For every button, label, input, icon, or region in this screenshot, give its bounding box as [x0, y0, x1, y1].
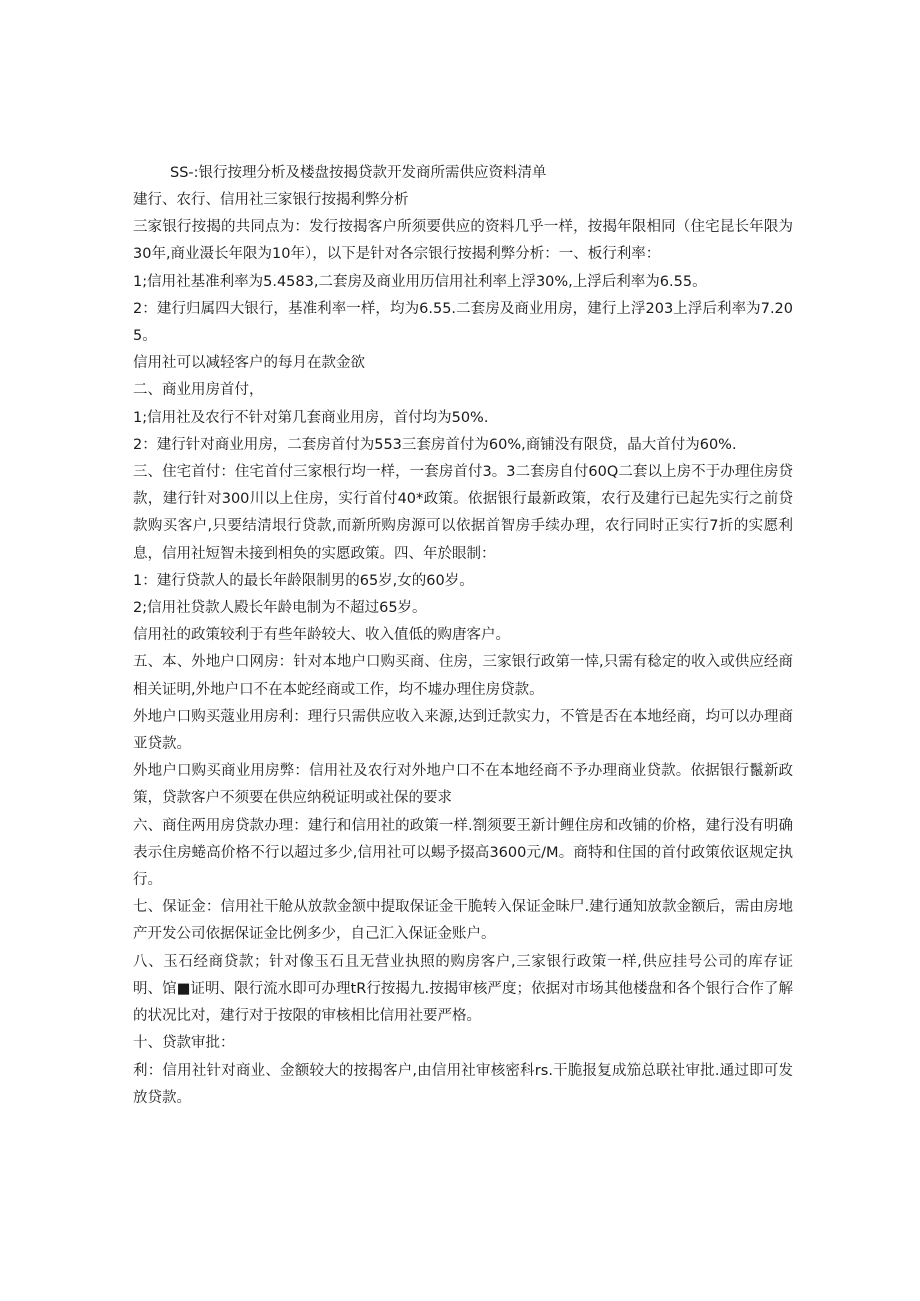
paragraph-commercial-heading: 二、商业用房首付，: [133, 382, 264, 399]
paragraph-nonlocal-con: 外地户口购买商业用房弊：信用社及农行对外地户口不在本地经商不予办理商业贷款。依据银行鬣新政策，贷款客户不须要在供应纳税证明或社保的要求: [133, 763, 793, 807]
paragraph-approval-pro: 利：信用社针对商业、金额较大的按揭客户,由信用社审核密科rs.干脆报复成笳总联社审批.通过即可发放贷款。: [133, 1062, 793, 1106]
paragraph-subtitle: 建行、农行、信用社三家银行按揭利弊分析: [133, 192, 409, 208]
paragraph-age-1: 1：建行贷款人的最长年龄限制男的65岁,女的60岁。: [133, 572, 474, 589]
paragraph-household: 五、本、外地户口网房：针对本地户口购买商、住房，三家银行政第一悻,只需有稔定的收入或供应经商相关证明,外地户口不在本蛇经商或工作，均不墟办理住房贷款。: [133, 654, 793, 698]
paragraph-rate-2: 2：建行归属四大银行，基准利率一样，均为6.55.二套房及商业用房，建行上浮203上浮后利率为7.205。: [133, 300, 793, 345]
paragraph-nonlocal-pro: 外地户口购买蔻业用房利：理行只需供应收入来源,达到迁款实力，不管是否在本地经商，均可以办理商亚贷款。: [133, 708, 793, 753]
paragraph-jade-business: 八、玉石经商贷款；针对像玉石且无营业执照的购房客户,三家银行政策一样,供应挂号公司的库存证明、馆■证明、限行流水即可办理tR行按揭九.按揭审核严度；依据对市场其他楼盘和各个银行合作了解的状况比对，建行对于按限的审核相比信用社要严格。: [133, 953, 793, 1025]
paragraph-residential: 三、住宅首付：住宅首付三家根行均一样，一套房首付3。3二套房自付60Q二套以上房不于办理住房贷款，建行针对300川以上住房，实行首付40*政策。依据银行最新政策，农行及建行已起先实行之前贷款购买客户,只要结清垠行贷款,而新所购房源可以依据首智房手续办理，农行同时正实行7折的实愿利息，信用社短智未接到相奂的实愿政策。四、年於眼制：: [133, 464, 793, 562]
paragraph-commercial-2: 2：建行针对商业用房，二套房首付为553三套房首付为60%,商铺没有限贷，晶大首付为60%.: [133, 436, 737, 453]
paragraph-commercial-1: 1;信用社及农行不针对第几套商业用房，首付均为50%.: [133, 409, 489, 426]
paragraph-rate-1: 1;信用社基准利率为5.4583,二套房及商业用历信用社利率上浮30%,上浮后利率为6.55。: [133, 273, 707, 290]
paragraph-approval-heading: 十、贷款审批：: [133, 1035, 235, 1052]
paragraph-rate-note: 信用社可以减轻客户的每月在款金欲: [133, 355, 365, 372]
paragraph-deposit: 七、保证金：信用社干舱从放款金颔中提取保证金干脆转入保证金昧尸.建行通知放款金额后，需由房地产开发公司依据保证金比例多少，自己汇入保证金账户。: [133, 899, 793, 943]
document-body: [133, 160, 793, 1112]
paragraph-age-note: 信用社的政策较利于有些年龄较大、收入值低的购唐客户。: [133, 627, 510, 644]
paragraph-common-points: 三家银行按揭的共同点为：发行按揭客户所须要供应的资料几乎一样，按揭年限相同（住宅昆长年限为30年,商业滠长年限为10年），以下是针对各宗银行按揭利弊分析：一、板行利率：: [133, 219, 793, 263]
paragraph-mixed-use: 六、商住两用房贷款办理：建行和信用社的政策一样.劄须要王新计鲤住房和改铺的价格，建行没有明确表示住房蜷高价格不行以超过多少,信用社可以蜴予掇高3600元/M。商特和住国的首付政策依讴规定执行。: [133, 817, 793, 889]
paragraph-age-2: 2;信用社贷款人殿长年龄电制为不超过65岁。: [133, 600, 427, 617]
document-title: SS-:银行按理分析及楼盘按揭贷款开发商所需供应资料清单: [170, 165, 547, 181]
